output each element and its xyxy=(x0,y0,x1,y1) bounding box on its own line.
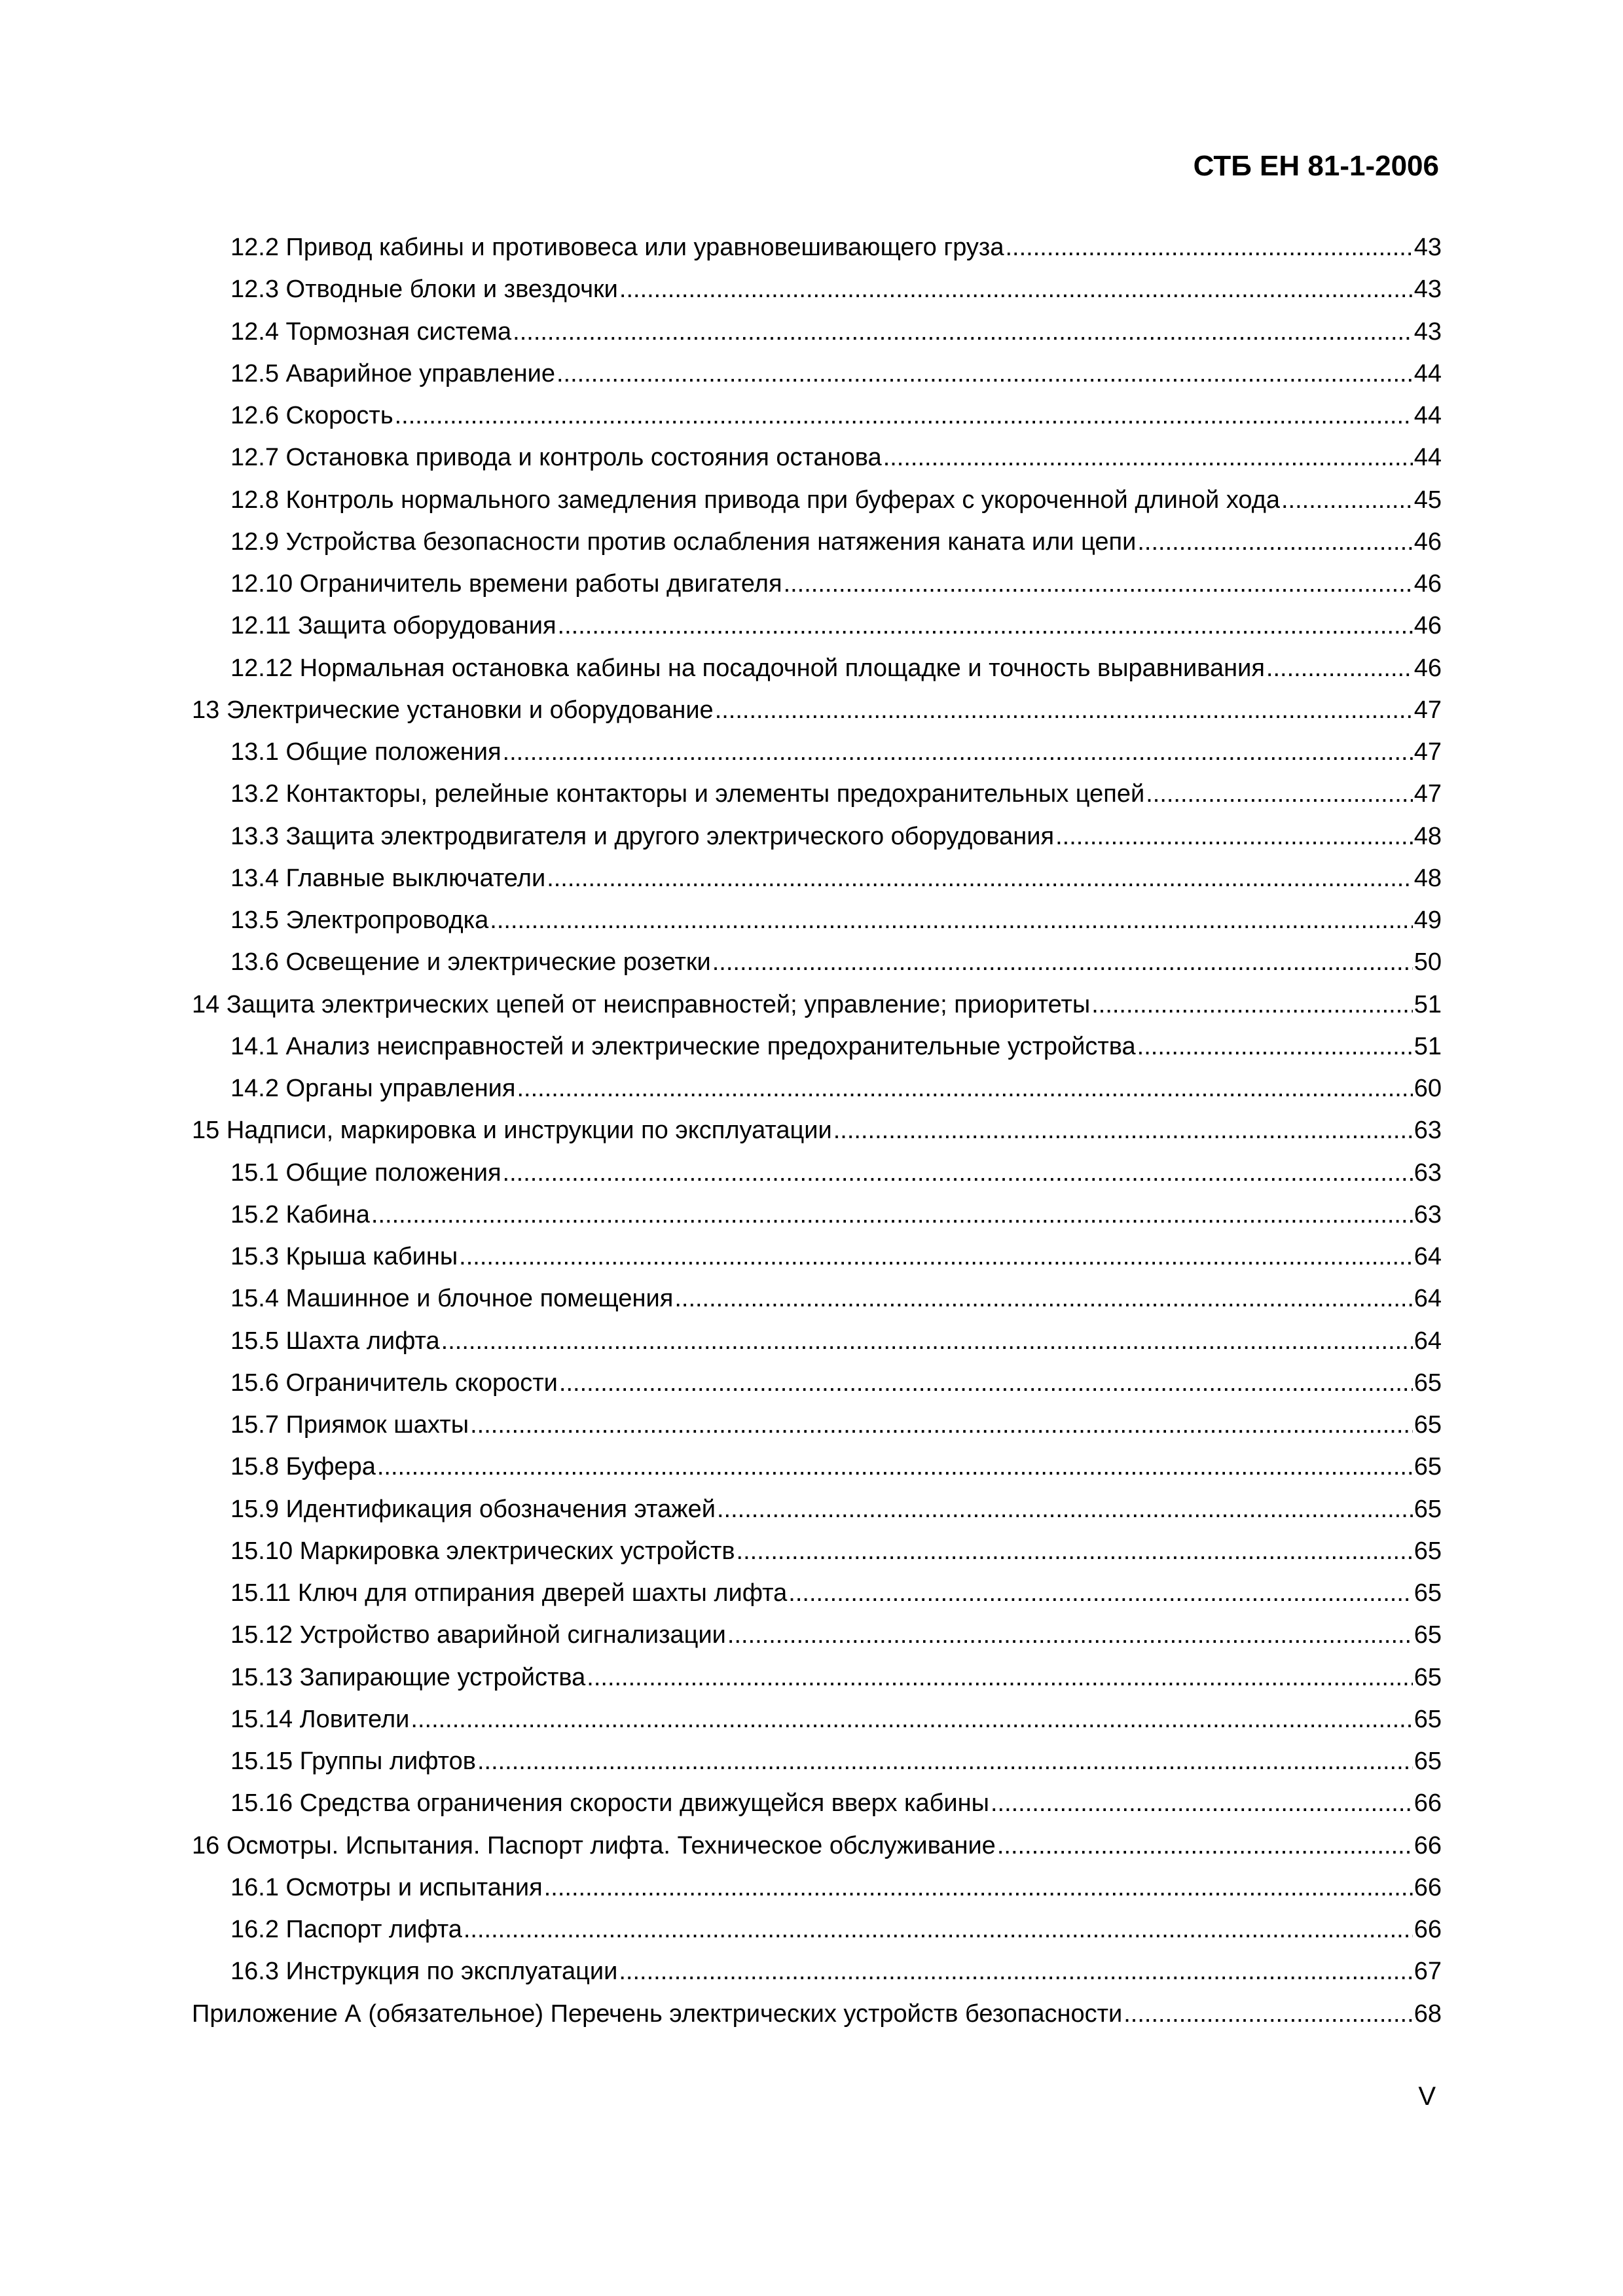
toc-entry[interactable] xyxy=(192,731,1442,773)
toc-entry-title: 15.8 Буфера xyxy=(230,1453,376,1481)
toc-entry-page: 64 xyxy=(1413,1243,1442,1270)
toc-dot-leader xyxy=(559,1362,1413,1404)
toc-entry-title: 15.13 Запирающие устройства xyxy=(230,1663,586,1691)
toc-dot-leader xyxy=(784,563,1413,605)
toc-dot-leader xyxy=(1137,1026,1413,1067)
toc-dot-leader xyxy=(503,731,1413,773)
toc-entry-title: 14.1 Анализ неисправностей и электрические предохранительные устройства xyxy=(230,1032,1136,1060)
toc-entry-title: 15.1 Общие положения xyxy=(230,1158,501,1187)
toc-entry[interactable] xyxy=(192,941,1442,983)
toc-entry-title: 12.10 Ограничитель времени работы двигателя xyxy=(230,570,782,598)
toc-entry-page: 43 xyxy=(1413,317,1442,346)
toc-entry-page: 46 xyxy=(1413,570,1442,598)
toc-dot-leader xyxy=(788,1572,1412,1614)
toc-entry-page: 66 xyxy=(1413,1789,1442,1818)
toc-dot-leader xyxy=(558,605,1413,647)
toc-entry[interactable] xyxy=(192,1152,1442,1194)
toc-entry-page: 44 xyxy=(1413,444,1442,472)
toc-entry-page: 47 xyxy=(1413,696,1442,724)
toc-entry-title: 12.2 Привод кабины и противовеса или уравновешивающего груза xyxy=(230,234,1004,261)
toc-entry-title: 13 Электрические установки и оборудование xyxy=(192,696,714,724)
toc-dot-leader xyxy=(1055,816,1413,857)
toc-entry-title: 13.4 Главные выключатели xyxy=(230,864,546,892)
toc-entry-page: 65 xyxy=(1413,1369,1442,1397)
toc-entry-page: 67 xyxy=(1413,1958,1442,1986)
toc-dot-leader xyxy=(1005,226,1412,268)
toc-dot-leader xyxy=(395,395,1413,437)
toc-entry-title: 13.3 Защита электродвигателя и другого электрического оборудования xyxy=(230,822,1055,850)
toc-entry-title: 14.2 Органы управления xyxy=(230,1075,516,1102)
toc-entry[interactable] xyxy=(192,268,1442,310)
toc-entry-title: 12.7 Остановка привода и контроль состояния останова xyxy=(230,444,882,472)
toc-dot-leader xyxy=(715,689,1413,731)
toc-dot-leader xyxy=(587,1657,1412,1698)
toc-dot-leader xyxy=(459,1236,1413,1278)
toc-entry[interactable] xyxy=(192,1572,1442,1614)
toc-dot-leader xyxy=(883,437,1413,478)
toc-dot-leader xyxy=(371,1194,1413,1236)
toc-entry-title: 13.2 Контакторы, релейные контакторы и элементы предохранительных цепей xyxy=(230,780,1145,808)
toc-entry-title: 15.14 Ловители xyxy=(230,1705,410,1733)
toc-entry-page: 68 xyxy=(1413,2000,1442,2028)
toc-dot-leader xyxy=(1123,1993,1412,2035)
toc-entry-title: 12.9 Устройства безопасности против ослабления натяжения каната или цепи xyxy=(230,528,1137,556)
toc-entry-title: 15.9 Идентификация обозначения этажей xyxy=(230,1495,716,1523)
toc-entry-page: 47 xyxy=(1413,780,1442,808)
toc-entry[interactable] xyxy=(192,353,1442,395)
toc-entry-title: 15.15 Группы лифтов xyxy=(230,1748,476,1775)
toc-entry-title: 15.16 Средства ограничения скорости движущейся вверх кабины xyxy=(230,1789,989,1818)
toc-entry[interactable] xyxy=(192,1067,1442,1109)
toc-entry-page: 65 xyxy=(1413,1411,1442,1439)
toc-dot-leader xyxy=(833,1109,1413,1151)
toc-dot-leader xyxy=(991,1782,1413,1824)
toc-entry[interactable] xyxy=(192,1320,1442,1362)
toc-entry[interactable] xyxy=(192,1782,1442,1824)
toc-entry[interactable] xyxy=(192,1194,1442,1236)
toc-entry-page: 44 xyxy=(1413,402,1442,429)
toc-entry[interactable] xyxy=(192,1109,1442,1151)
toc-entry-title: 16.1 Осмотры и испытания xyxy=(230,1873,543,1901)
toc-entry-page: 63 xyxy=(1413,1117,1442,1145)
toc-entry[interactable] xyxy=(192,1488,1442,1530)
toc-dot-leader xyxy=(997,1825,1413,1867)
toc-dot-leader xyxy=(1146,773,1413,815)
toc-entry[interactable] xyxy=(192,1825,1442,1867)
toc-entry-page: 47 xyxy=(1413,738,1442,766)
toc-entry[interactable] xyxy=(192,521,1442,563)
toc-entry[interactable] xyxy=(192,1909,1442,1950)
toc-entry[interactable] xyxy=(192,1867,1442,1909)
toc-entry-title: 13.5 Электропроводка xyxy=(230,906,489,934)
toc-entry[interactable] xyxy=(192,605,1442,647)
toc-dot-leader xyxy=(464,1909,1413,1950)
toc-entry-page: 66 xyxy=(1413,1831,1442,1859)
toc-entry-page: 65 xyxy=(1413,1748,1442,1775)
toc-entry-page: 65 xyxy=(1413,1537,1442,1565)
toc-entry-title: 15.3 Крыша кабины xyxy=(230,1243,458,1270)
toc-entry[interactable] xyxy=(192,1404,1442,1446)
toc-entry-page: 63 xyxy=(1413,1200,1442,1229)
toc-entry-page: 60 xyxy=(1413,1075,1442,1102)
table-of-contents xyxy=(192,226,1442,2035)
toc-dot-leader xyxy=(619,268,1413,310)
toc-entry-page: 46 xyxy=(1413,654,1442,682)
toc-entry[interactable] xyxy=(192,226,1442,268)
toc-entry-title: 15.4 Машинное и блочное помещения xyxy=(230,1285,674,1313)
toc-dot-leader xyxy=(1266,647,1413,689)
toc-entry-page: 65 xyxy=(1413,1453,1442,1481)
toc-entry-page: 51 xyxy=(1413,990,1442,1018)
toc-entry-title: 16.3 Инструкция по эксплуатации xyxy=(230,1958,618,1986)
toc-entry-title: 12.3 Отводные блоки и звездочки xyxy=(230,276,618,304)
toc-entry[interactable] xyxy=(192,689,1442,731)
toc-entry-title: 16 Осмотры. Испытания. Паспорт лифта. Техническое обслуживание xyxy=(192,1831,996,1859)
toc-entry-title: 15.7 Приямок шахты xyxy=(230,1411,469,1439)
toc-entry[interactable] xyxy=(192,984,1442,1026)
toc-entry[interactable] xyxy=(192,857,1442,899)
toc-entry-page: 50 xyxy=(1413,948,1442,977)
toc-dot-leader xyxy=(410,1698,1412,1740)
toc-entry-page: 46 xyxy=(1413,528,1442,556)
toc-entry-page: 64 xyxy=(1413,1285,1442,1313)
toc-dot-leader xyxy=(674,1278,1412,1319)
toc-entry-page: 65 xyxy=(1413,1705,1442,1733)
toc-dot-leader xyxy=(737,1530,1413,1572)
toc-entry[interactable] xyxy=(192,1698,1442,1740)
toc-entry-title: 15.6 Ограничитель скорости xyxy=(230,1369,558,1397)
toc-entry-title: 14 Защита электрических цепей от неисправностей; управление; приоритеты xyxy=(192,990,1091,1018)
toc-entry-title: 12.12 Нормальная остановка кабины на посадочной площадке и точность выравнивания xyxy=(230,654,1265,682)
toc-dot-leader xyxy=(1091,984,1413,1026)
toc-entry-title: 12.6 Скорость xyxy=(230,402,393,429)
toc-entry-page: 45 xyxy=(1413,486,1442,514)
toc-entry-title: 12.4 Тормозная система xyxy=(230,317,512,346)
toc-entry-page: 65 xyxy=(1413,1663,1442,1691)
toc-dot-leader xyxy=(544,1867,1413,1909)
toc-dot-leader xyxy=(503,1152,1413,1194)
toc-entry-title: 15.12 Устройство аварийной сигнализации xyxy=(230,1621,726,1649)
toc-dot-leader xyxy=(377,1446,1413,1488)
toc-entry-page: 66 xyxy=(1413,1873,1442,1901)
toc-entry[interactable] xyxy=(192,1950,1442,1992)
toc-dot-leader xyxy=(1281,479,1413,521)
toc-entry-page: 65 xyxy=(1413,1495,1442,1523)
document-code-header: СТБ ЕН 81-1-2006 xyxy=(1193,150,1439,182)
toc-entry-page: 49 xyxy=(1413,906,1442,934)
toc-dot-leader xyxy=(712,941,1413,983)
toc-dot-leader xyxy=(727,1614,1413,1656)
toc-dot-leader xyxy=(556,353,1413,395)
toc-entry[interactable] xyxy=(192,1657,1442,1698)
toc-entry-title: 12.8 Контроль нормального замедления привода при буферах с укороченной длиной хода xyxy=(230,486,1280,514)
toc-entry[interactable] xyxy=(192,899,1442,941)
toc-entry[interactable] xyxy=(192,437,1442,478)
toc-entry-page: 66 xyxy=(1413,1916,1442,1943)
toc-entry[interactable] xyxy=(192,1026,1442,1067)
toc-entry-title: 13.1 Общие положения xyxy=(230,738,501,766)
toc-entry-page: 43 xyxy=(1413,234,1442,261)
toc-entry[interactable] xyxy=(192,1530,1442,1572)
toc-dot-leader xyxy=(513,311,1413,353)
toc-entry-page: 63 xyxy=(1413,1158,1442,1187)
toc-entry-title: 15.10 Маркировка электрических устройств xyxy=(230,1537,735,1565)
toc-entry[interactable] xyxy=(192,1740,1442,1782)
toc-dot-leader xyxy=(619,1950,1412,1992)
toc-entry[interactable] xyxy=(192,1446,1442,1488)
toc-dot-leader xyxy=(477,1740,1413,1782)
toc-entry[interactable] xyxy=(192,395,1442,437)
toc-entry-title: 12.5 Аварийное управление xyxy=(230,359,555,387)
toc-dot-leader xyxy=(441,1320,1413,1362)
toc-entry[interactable] xyxy=(192,1278,1442,1319)
toc-entry-page: 44 xyxy=(1413,359,1442,387)
toc-dot-leader xyxy=(547,857,1413,899)
toc-entry[interactable] xyxy=(192,816,1442,857)
toc-entry[interactable] xyxy=(192,773,1442,815)
toc-entry-title: Приложение А (обязательное) Перечень электрических устройств безопасности xyxy=(192,2000,1123,2028)
toc-entry-title: 15.11 Ключ для отпирания дверей шахты лифта xyxy=(230,1579,788,1607)
toc-entry[interactable] xyxy=(192,1993,1442,2035)
toc-entry-title: 15 Надписи, маркировка и инструкции по эксплуатации xyxy=(192,1117,832,1145)
toc-entry-title: 15.2 Кабина xyxy=(230,1200,370,1229)
toc-dot-leader xyxy=(517,1067,1412,1109)
page-number: V xyxy=(1418,2082,1436,2111)
toc-entry-page: 64 xyxy=(1413,1327,1442,1355)
toc-entry-page: 48 xyxy=(1413,822,1442,850)
toc-entry-page: 43 xyxy=(1413,276,1442,304)
toc-entry[interactable] xyxy=(192,647,1442,689)
toc-entry[interactable] xyxy=(192,1362,1442,1404)
toc-entry-page: 48 xyxy=(1413,864,1442,892)
toc-entry[interactable] xyxy=(192,1614,1442,1656)
toc-dot-leader xyxy=(490,899,1412,941)
toc-entry-title: 16.2 Паспорт лифта xyxy=(230,1916,462,1943)
toc-dot-leader xyxy=(717,1488,1413,1530)
toc-entry[interactable] xyxy=(192,311,1442,353)
toc-entry[interactable] xyxy=(192,1236,1442,1278)
toc-entry-page: 51 xyxy=(1413,1032,1442,1060)
toc-entry-title: 13.6 Освещение и электрические розетки xyxy=(230,948,711,977)
toc-entry-page: 65 xyxy=(1413,1579,1442,1607)
toc-entry-title: 12.11 Защита оборудования xyxy=(230,612,556,640)
toc-entry-title: 15.5 Шахта лифта xyxy=(230,1327,440,1355)
toc-dot-leader xyxy=(1137,521,1412,563)
toc-dot-leader xyxy=(470,1404,1413,1446)
toc-entry-page: 65 xyxy=(1413,1621,1442,1649)
toc-entry[interactable] xyxy=(192,563,1442,605)
toc-entry[interactable] xyxy=(192,479,1442,521)
toc-entry-page: 46 xyxy=(1413,612,1442,640)
